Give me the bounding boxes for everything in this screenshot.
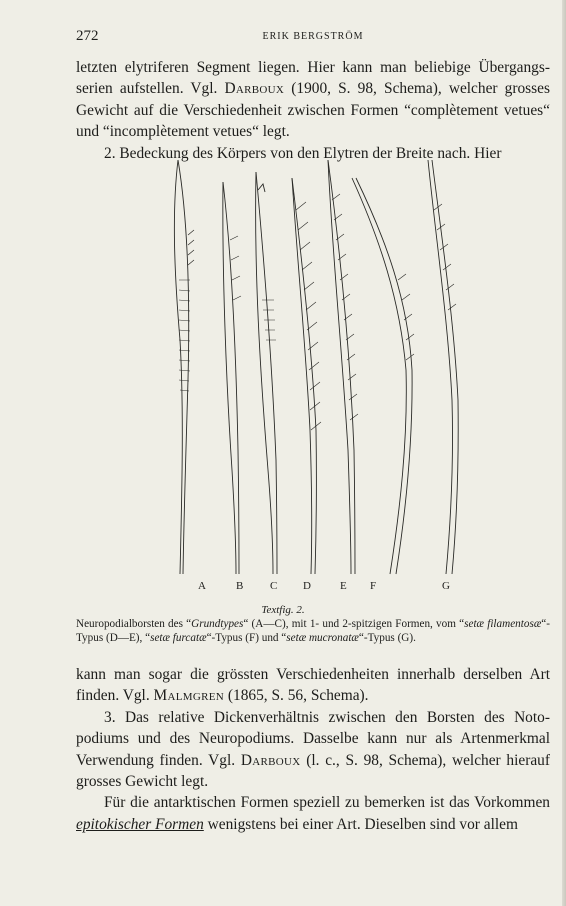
label-e: E [340,580,347,592]
label-f: F [370,580,377,592]
paragraph-3-text: 3. Das relative Dickenverhältnis zwischen den Borsten des Notopodiums und des Neuropodiums. Dasselbe kann nur als Artenmerkmal Verwendung finden. Vgl. [76,708,550,769]
figure-labels [0,580,566,596]
bottom-text-block [76,664,550,835]
paragraph-4-rest: wenigstens bei einer Art. Dieselben sind vor allem [207,815,518,833]
bristle-b [223,182,241,574]
caption-term: setæ mucronatæ [286,631,359,644]
label-d: D [303,580,311,592]
caption-part: “-Typus (F) und “ [206,631,287,644]
caption-term: setæ furcatæ [150,631,207,644]
figure-title: Textfig. 2. [261,604,305,616]
paragraph-4-text: Für die antarktischen Formen speziell zu bemerken ist das Vorkommen [104,794,550,812]
paragraph-1 [76,57,550,143]
figure-caption [76,618,550,646]
bristle-d [292,178,321,574]
page-edge [562,0,566,906]
paragraph-2: 2. Bedeckung des Körpers von den Elytren der Breite nach. Hier [104,144,502,162]
paragraph-4 [76,792,550,835]
caption-term: Grundtypes [191,618,244,630]
paragraph-continued [76,664,550,707]
bristle-f [352,178,414,574]
caption-part: Neuropodialborsten des “ [76,618,192,630]
label-g: G [442,580,450,592]
emphasis-term: epitokischer Formen [76,815,204,833]
label-c: C [270,580,278,592]
running-head: ERIK BERGSTRÖM [262,31,364,42]
page-number: 272 [76,28,99,44]
author-name: Malmgren [153,687,225,705]
bristle-figure [150,150,470,580]
continued-rest: (1865, S. 56, Schema). [227,687,369,705]
label-a: A [198,580,206,592]
caption-part: “-Typus (G). [358,631,416,644]
continued-text: kann man sogar die grössten Verschiedenheiten innerhalb derselben Art finden. Vgl. [76,666,550,705]
bristle-e [328,160,358,574]
bristle-a [174,160,194,574]
label-b: B [236,580,244,592]
bristle-c [256,172,277,574]
paragraph-1-rest: (1900, S. 98, Schema), welcher grosses Gewicht auf die Verschiedenheit zwischen Formen “complètement vetues“ und “incomplètement vetues“ legt. [76,80,550,141]
paragraph-3-rest: (l. c., S. 98, Schema), welcher hierauf grosses Gewicht legt. [76,751,550,791]
caption-part: “ (A—C), mit 1- und 2-spitzigen Formen, vom “ [243,618,465,630]
caption-term: setæ filamentosæ [464,618,542,630]
paragraph-1-text: letzten elytriferen Segment liegen. Hier kann man beliebige Übergangsserien aufstellen. Vgl. [76,59,550,98]
bristle-g [428,160,458,574]
author-name: Darboux [240,751,301,769]
top-text-block [76,57,550,164]
author-name: Darboux [224,80,285,98]
caption-part: “-Typus (D—E), “ [76,618,550,644]
page-header [76,28,550,44]
paragraph-3 [76,707,550,793]
